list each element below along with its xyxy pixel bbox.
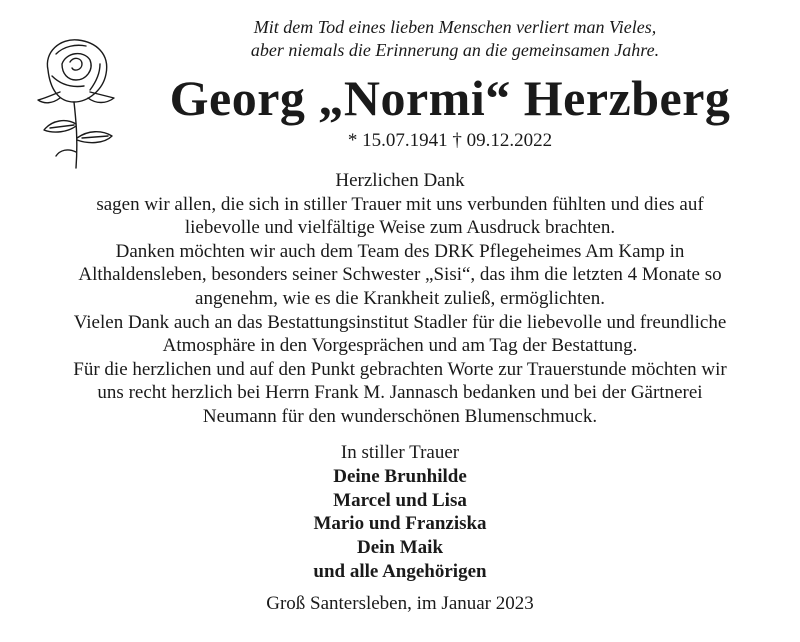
quote-line: aber niemals die Erinnerung an die gemeinsamen Jahre.	[250, 40, 660, 60]
mourner-name: und alle Angehörigen	[313, 560, 487, 582]
body-line: Althaldensleben, besonders seiner Schwester „Sisi“, das ihm die letzten 4 Monate so	[78, 264, 722, 286]
signoff-intro: In stiller Trauer	[340, 442, 460, 463]
mourner-name: Mario und Franziska	[313, 513, 487, 535]
quote-line: Mit dem Tod eines lieben Menschen verliert man Vieles,	[253, 17, 657, 37]
body-line: Vielen Dank auch an das Bestattungsinstitut Stadler für die liebevolle und freundliche	[73, 311, 727, 333]
body-line: Für die herzlichen und auf den Punkt gebrachten Worte zur Trauerstunde möchten wir	[73, 358, 727, 380]
body-line: Atmosphäre in den Vorgesprächen und am Tag der Bestattung.	[162, 335, 638, 357]
deceased-name: Georg „Normi“ Herzberg	[169, 70, 731, 126]
body-line: liebevolle und vielfältige Weise zum Ausdruck brachten.	[184, 217, 616, 239]
mourner-name: Dein Maik	[356, 537, 444, 559]
thank-you-text	[20, 169, 780, 429]
body-line: Herzlichen Dank	[335, 170, 465, 191]
mourner-name: Deine Brunhilde	[333, 465, 467, 487]
body-line: uns recht herzlich bei Herrn Frank M. Jannasch bedanken und bei der Gärtnerei	[97, 382, 703, 404]
rose-icon	[30, 30, 128, 172]
body-line: Danken möchten wir auch dem Team des DRK Pflegeheimes Am Kamp in	[115, 240, 685, 262]
body-line: angenehm, wie es die Krankheit zuließ, ermöglichten.	[195, 287, 605, 309]
body-line: Neumann für den wunderschönen Blumenschmuck.	[202, 405, 598, 427]
life-dates: * 15.07.1941 † 09.12.2022	[347, 130, 553, 151]
body-line: sagen wir allen, die sich in stiller Trauer mit uns verbunden fühlten und dies auf	[96, 193, 704, 215]
mourner-name: Marcel und Lisa	[333, 489, 467, 511]
place-and-date: Groß Santersleben, im Januar 2023	[266, 593, 534, 614]
memorial-quote	[140, 16, 770, 62]
mourners-signoff	[200, 441, 600, 584]
